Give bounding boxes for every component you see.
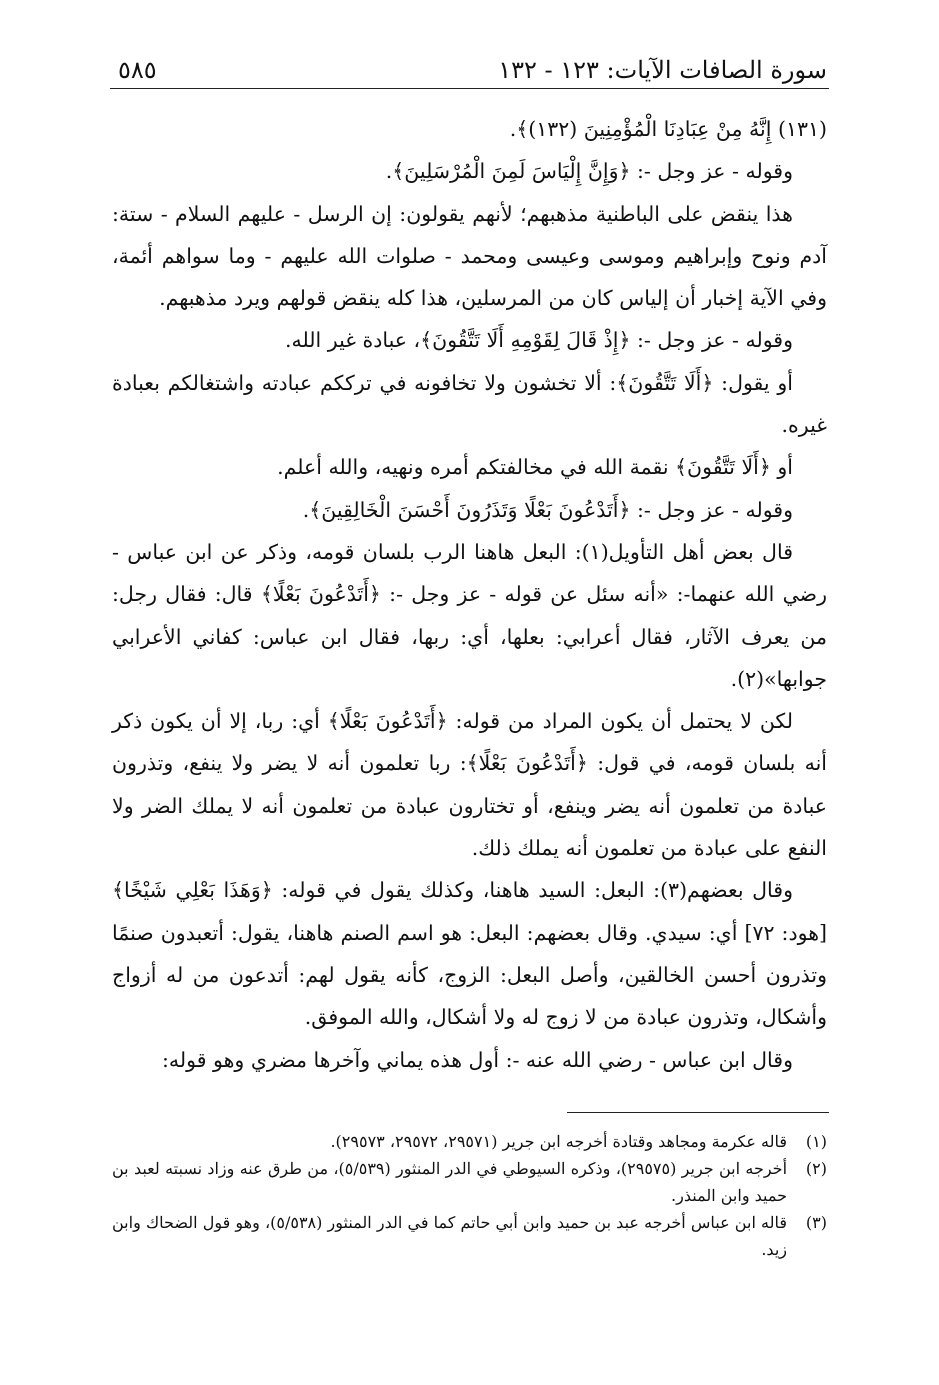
paragraph: أو ﴿أَلَا تَتَّقُونَ﴾ نقمة الله في مخالفتكم أمره ونهيه، والله أعلم. — [277, 455, 793, 480]
footnote-text: أخرجه ابن جرير (٢٩٥٧٥)، وذكره السيوطي في الدر المنثور (٥/٥٣٩)، من طرق عنه وزاد نسبته لعبد بن حميد وابن المنذر. — [112, 1159, 788, 1205]
paragraph: أو يقول: ﴿أَلَا تَتَّقُونَ﴾: ألا تخشون ولا تخافونه في ترككم عبادته واشتغالكم بعبادة غيره. — [112, 370, 827, 438]
footnote-divider — [567, 1112, 829, 1113]
surah-verse-title: سورة الصافات الآيات: ١٢٣ - ١٣٢ — [498, 56, 827, 84]
footnote-number: (٢) — [805, 1159, 827, 1178]
header-divider — [110, 88, 829, 89]
main-text — [112, 108, 827, 1081]
paragraph: هذا ينقض على الباطنية مذهبهم؛ لأنهم يقولون: إن الرسل - عليهم السلام - ستة: آدم ونوح وإبراهيم وموسى وعيسى ومحمد - صلوات الله عليهم - وما سواهم أئمة، وفي الآية إخبار أن إلياس كان من المرسلين، هذا كله ينقض قولهم ويرد مذهبهم. — [112, 201, 827, 311]
footnote-text: قاله عكرمة ومجاهد وقتادة أخرجه ابن جرير (٢٩٥٧١، ٢٩٥٧٢، ٢٩٥٧٣). — [330, 1132, 787, 1151]
page-number: ٥٨٥ — [118, 56, 157, 84]
paragraph: وقوله - عز وجل -: ﴿أَتَدْعُونَ بَعْلًا وَتَذَرُونَ أَحْسَنَ الْخَالِقِينَ﴾. — [302, 497, 793, 522]
footnote-number: (١) — [805, 1132, 827, 1151]
verse-line: (١٣١) إِنَّهُ مِنْ عِبَادِنَا الْمُؤْمِنِينَ (١٣٢)﴾. — [509, 117, 827, 141]
footnote-item — [112, 1155, 827, 1209]
paragraph: وقال بعضهم(٣): البعل: السيد هاهنا، وكذلك يقول في قوله: ﴿وَهَذَا بَعْلِي شَيْخًا﴾ [هود: ٧٢] أي: سيدي. وقال بعضهم: البعل: هو اسم الصنم هاهنا، يقول: أتعبدون صنمًا وتذرون أحسن الخالقين، وأصل البعل: الزوج، كأنه يقول لهم: أتدعون من له أزواج وأشكال، وتذرون عبادة من لا زوج له ولا أشكال، والله الموفق. — [112, 878, 827, 1030]
footnote-item — [112, 1128, 827, 1155]
paragraph: وقوله - عز وجل -: ﴿إِذْ قَالَ لِقَوْمِهِ أَلَا تَتَّقُونَ﴾، عبادة غير الله. — [285, 328, 793, 353]
footnote-number: (٣) — [805, 1213, 827, 1232]
footnotes — [112, 1128, 827, 1263]
paragraph: وقال ابن عباس - رضي الله عنه -: أول هذه يماني وآخرها مضري وهو قوله: — [161, 1047, 793, 1072]
footnote-text: قاله ابن عباس أخرجه عبد بن حميد وابن أبي حاتم كما في الدر المنثور (٥/٥٣٨)، وهو قول الضحاك وابن زيد. — [112, 1213, 788, 1259]
paragraph: قال بعض أهل التأويل(١): البعل هاهنا الرب بلسان قومه، وذكر عن ابن عباس - رضي الله عنهما-: «أنه سئل عن قوله - عز وجل -: ﴿أَتَدْعُونَ بَعْلًا﴾ قال: فقال رجل: من يعرف الآثار، فقال أعرابي: بعلها، أي: ربها، فقال ابن عباس: كفاني الأعرابي جوابها»(٢). — [112, 539, 827, 691]
paragraph: لكن لا يحتمل أن يكون المراد من قوله: ﴿أَتَدْعُونَ بَعْلًا﴾ أي: ربا، إلا أن يكون ذكر أنه بلسان قومه، في قول: ﴿أَتَدْعُونَ بَعْلًا﴾: ربا تعلمون أنه لا يضر ولا ينفع، وتذرون عبادة من تعلمون أنه يضر وينفع، أو تختارون عبادة من تعلمون أنه لا يملك الضر ولا النفع على عبادة من تعلمون أنه يملك ذلك. — [112, 709, 827, 861]
footnote-item — [112, 1209, 827, 1263]
paragraph: وقوله - عز وجل -: ﴿وَإِنَّ إِلْيَاسَ لَمِنَ الْمُرْسَلِينَ﴾. — [385, 159, 793, 184]
running-header — [118, 32, 827, 84]
